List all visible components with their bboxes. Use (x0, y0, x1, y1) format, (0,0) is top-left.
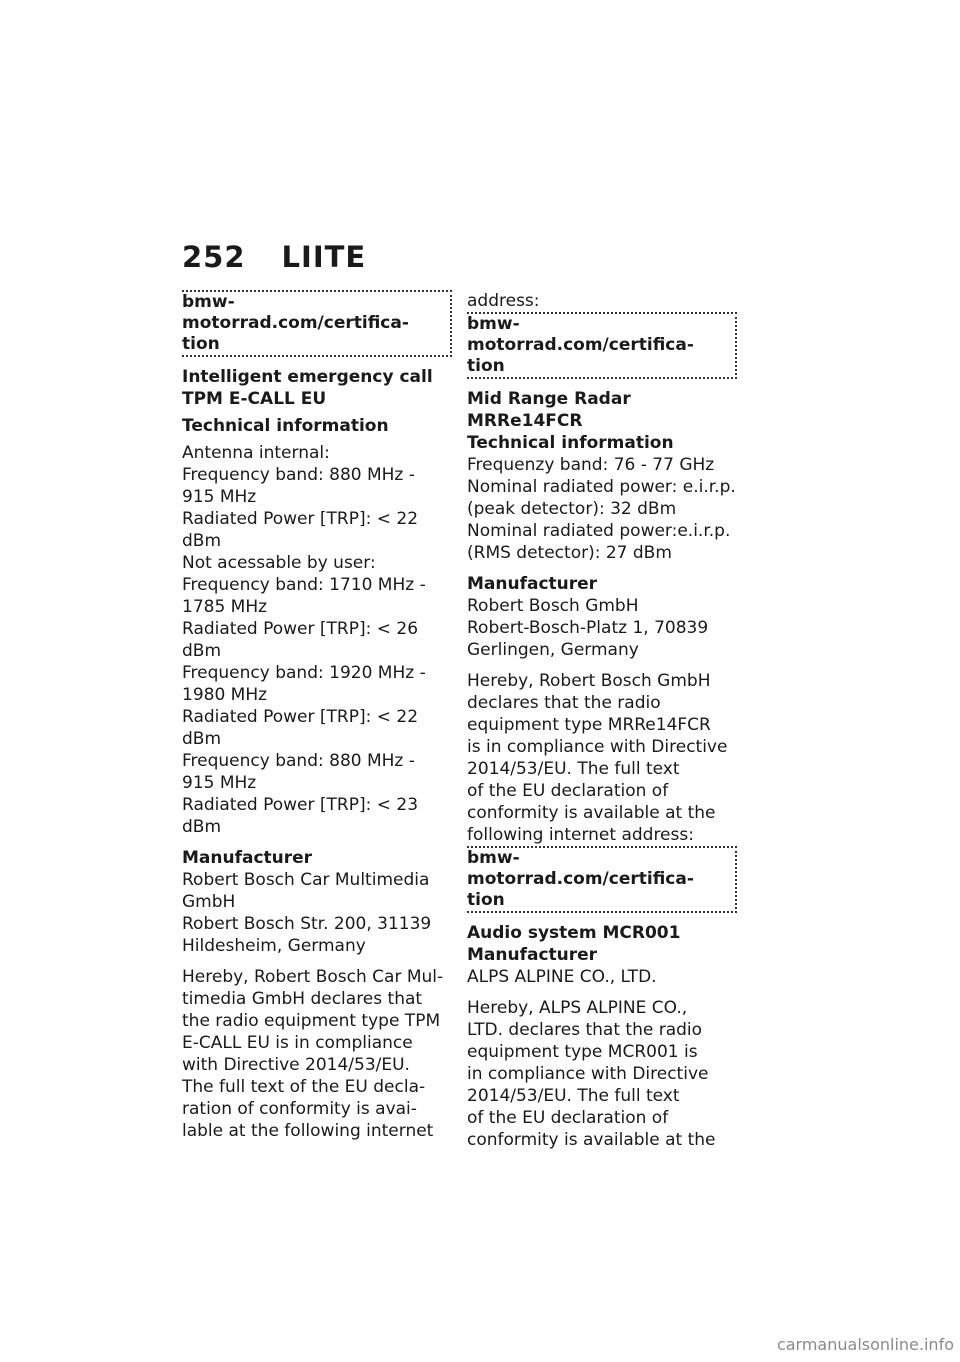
text-line: Radiated Power [TRP]: < 26 (182, 619, 419, 639)
section-heading: Mid Range Radar (467, 389, 631, 409)
text-line: Hereby, Robert Bosch Car Mul- (182, 967, 444, 987)
text-line: Radiated Power [TRP]: < 22 (182, 509, 419, 529)
watermark: carmanualsonline.info (776, 1335, 954, 1354)
subheading: Technical information (467, 433, 674, 453)
text-line: timedia GmbH declares that (182, 989, 423, 1009)
text-line: Gerlingen, Germany (467, 640, 639, 660)
text-line: (peak detector): 32 dBm (467, 499, 677, 519)
text-line: dBm (182, 641, 222, 661)
section-heading: TPM E-CALL EU (182, 389, 327, 409)
text-line: (RMS detector): 27 dBm (467, 543, 672, 563)
text-line: in compliance with Directive (467, 1064, 709, 1084)
declaration-block (467, 997, 742, 1151)
text-line: of the EU declaration of (467, 1108, 669, 1128)
text-line: Frequenzy band: 76 - 77 GHz (467, 455, 715, 475)
page-header (182, 240, 366, 274)
text-line: Radiated Power [TRP]: < 23 (182, 795, 419, 815)
text-line: 1785 MHz (182, 597, 268, 617)
text-line: ration of conformity is avai- (182, 1099, 417, 1119)
manufacturer-block (182, 869, 457, 957)
text-line: ALPS ALPINE CO., LTD. (467, 967, 657, 987)
text-line: Robert Bosch Car Multimedia (182, 870, 430, 890)
text-line: 915 MHz (182, 487, 257, 507)
text-line: dBm (182, 531, 222, 551)
section-heading: MRRe14FCR (467, 411, 583, 431)
text-line: conformity is available at the (467, 803, 716, 823)
text-line: 1980 MHz (182, 685, 268, 705)
link-text-part1: bmw-motorrad.com/certifica- (467, 848, 694, 889)
text-line: Radiated Power [TRP]: < 22 (182, 707, 419, 727)
manufacturer-heading: Manufacturer (467, 574, 598, 594)
text-line: Not acessable by user: (182, 553, 376, 573)
declaration-block (182, 966, 457, 1142)
text-line: 915 MHz (182, 773, 257, 793)
certification-link[interactable] (467, 846, 737, 913)
subheading: Technical information (182, 416, 389, 436)
text-line: equipment type MRRe14FCR (467, 715, 711, 735)
link-text-part2: tion (467, 890, 505, 910)
manufacturer-heading: Manufacturer (182, 848, 313, 868)
link-text-part1: bmw-motorrad.com/certifica- (182, 292, 409, 333)
text-line: conformity is available at the (467, 1130, 716, 1150)
text-line: with Directive 2014/53/EU. (182, 1055, 410, 1075)
text-line: 2014/53/EU. The full text (467, 759, 680, 779)
text-line: Robert Bosch GmbH (467, 596, 639, 616)
text-line: lable at the following internet (182, 1121, 434, 1141)
text-line: declares that the radio (467, 693, 661, 713)
declaration-block (467, 670, 742, 846)
text-line: is in compliance with Directive (467, 737, 728, 757)
page-number: 252 (182, 240, 246, 274)
link-text-part2: tion (182, 334, 220, 354)
section-heading: Audio system MCR001 (467, 923, 681, 943)
link-text-part1: bmw-motorrad.com/certifica- (467, 314, 694, 355)
text-line: the radio equipment type TPM (182, 1011, 441, 1031)
manufacturer-block (467, 595, 742, 661)
tech-info-block (467, 454, 742, 564)
text-line: dBm (182, 817, 222, 837)
right-column (467, 290, 742, 1151)
text-line: Hereby, ALPS ALPINE CO., (467, 998, 688, 1018)
tech-info-block (182, 442, 457, 838)
manufacturer-heading: Manufacturer (467, 945, 598, 965)
text-line: following internet address: (467, 825, 694, 845)
text-line: The full text of the EU decla- (182, 1077, 426, 1097)
text-line: Frequency band: 880 MHz - (182, 465, 415, 485)
text-line: Antenna internal: (182, 443, 330, 463)
text-line: Frequency band: 1710 MHz - (182, 575, 426, 595)
text-line: GmbH (182, 892, 236, 912)
certification-link[interactable] (467, 312, 737, 379)
link-text-part2: tion (467, 356, 505, 376)
text-line: Robert-Bosch-Platz 1, 70839 (467, 618, 709, 638)
text-line: Nominal radiated power:e.i.r.p. (467, 521, 731, 541)
text-line: Frequency band: 1920 MHz - (182, 663, 426, 683)
text-line: Robert Bosch Str. 200, 31139 (182, 914, 432, 934)
text-line: LTD. declares that the radio (467, 1020, 703, 1040)
certification-link[interactable] (182, 290, 452, 357)
text-line: of the EU declaration of (467, 781, 669, 801)
text-line: 2014/53/EU. The full text (467, 1086, 680, 1106)
text-line: Nominal radiated power: e.i.r.p. (467, 477, 736, 497)
section-heading: Intelligent emergency call (182, 367, 433, 387)
text-line: Hereby, Robert Bosch GmbH (467, 671, 711, 691)
text-line: dBm (182, 729, 222, 749)
text-line: equipment type MCR001 is (467, 1042, 698, 1062)
left-column (182, 290, 457, 1142)
text-line: Hildesheim, Germany (182, 936, 366, 956)
text-line: Frequency band: 880 MHz - (182, 751, 415, 771)
text-line: E-CALL EU is in compliance (182, 1033, 413, 1053)
text-line: address: (467, 291, 540, 311)
section-title: LIITE (281, 240, 367, 274)
